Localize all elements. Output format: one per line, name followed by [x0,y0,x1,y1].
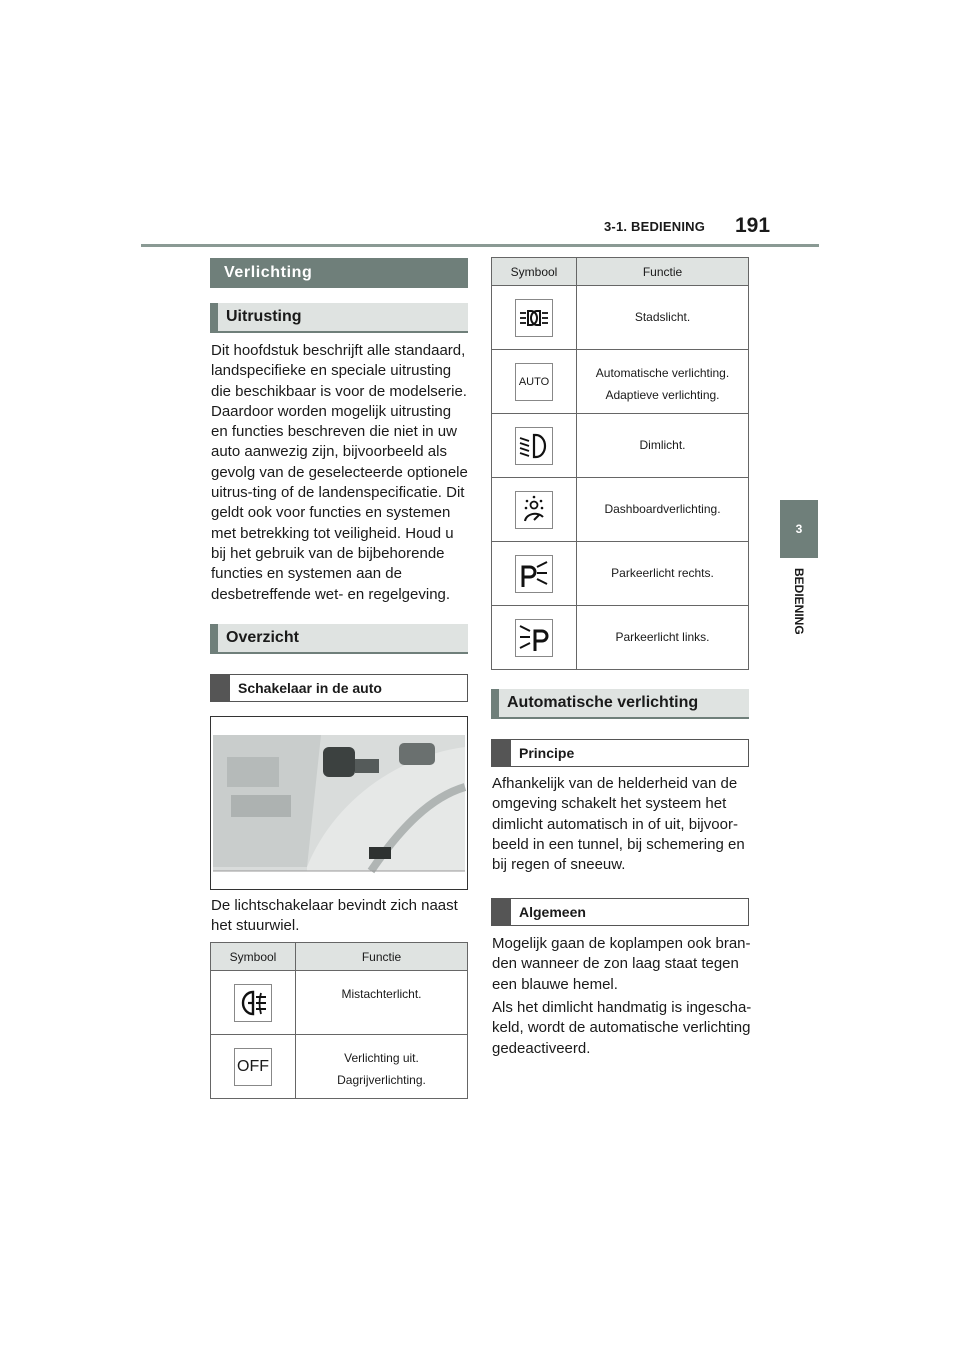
low-beam-icon [515,427,553,465]
table-header-row [211,943,468,971]
main-heading: Verlichting [210,258,468,288]
fog-light-icon [234,984,272,1022]
uitrusting-heading: Uitrusting [210,303,468,333]
symbol-table-left [210,942,468,1099]
dashboard-light-icon [515,491,553,529]
function-text: Parkeerlicht links. [615,630,710,644]
principe-text: Afhankelijk van de helderheid van de omgeving schakelt het systeem het dimlicht automatisch in of uit, bijvoor-beeld in een tunnel, bij schemering en bij regen of sneeuw. [492,775,745,874]
algemeen-text-1: Mogelijk gaan de koplampen ook bran-den wanneer de zon laag staat tegen een blauwe hemel. [492,935,751,993]
schakelaar-heading: Schakelaar in de auto [210,674,468,702]
table-row [492,414,749,478]
section-title: 3-1. BEDIENING [604,219,706,234]
table-row [492,542,749,606]
function-text: Stadslicht. [634,310,691,324]
function-text: Adaptieve verlichting. [605,388,720,402]
table-header-row [492,258,749,286]
function-text: Verlichting uit. [344,1051,419,1065]
off-icon: OFF [234,1048,272,1086]
function-text: Mistachterlicht. [341,987,422,1001]
table-row [211,971,468,1035]
chapter-label: BEDIENING [792,568,806,635]
parking-light-right-icon [515,555,553,593]
algemeen-text-2: Als het dimlicht handmatig is ingescha-keld, wordt de automatische verlichting gedeactiveerd. [492,999,752,1057]
table-row [211,1035,468,1099]
parking-light-left-icon [515,619,553,657]
function-text: Dimlicht. [639,438,686,452]
table-row [492,478,749,542]
page-number: 191 [735,214,771,237]
function-text: Automatische verlichting. [595,366,730,380]
photo-caption: De lichtschakelaar bevindt zich naast het stuurwiel. [211,897,458,935]
auto-icon: AUTO [515,363,553,401]
overzicht-heading: Overzicht [210,624,468,654]
col-function: Functie [577,258,749,286]
col-function: Functie [296,943,468,971]
symbol-table-right [491,257,749,670]
light-switch-photo [210,716,468,890]
uitrusting-text: Dit hoofdstuk beschrijft alle standaard, landspecifieke en speciale uitrusting die beschikbaar is voor de modelserie. Daardoor worden mogelijk uitrusting en functies beschreven die niet in uw auto aanwezig zijn, bijvoorbeeld als gevolg van de geselecteerde optionele uitrus-ting of de landenspecificatie. Dit geldt ook voor functies en systemen met betrekking tot veiligheid. Houd u bij het gebruik van de bijbehorende functies en systemen aan de desbetreffende wet- en regelgeving. [211,342,468,603]
table-row [492,350,749,414]
function-text: Dashboardverlichting. [604,502,721,516]
function-text: Dagrijverlichting. [337,1073,426,1087]
col-symbol: Symbool [211,943,296,971]
table-row [492,606,749,670]
auto-heading: Automatische verlichting [491,689,749,719]
col-symbol: Symbool [492,258,577,286]
dashboard-illustration [211,717,467,889]
principe-heading: Principe [491,739,749,767]
function-text: Parkeerlicht rechts. [611,566,714,580]
side-light-icon [515,299,553,337]
algemeen-heading: Algemeen [491,898,749,926]
header-rule [141,244,819,247]
table-row [492,286,749,350]
chapter-tab: 3 [780,500,818,558]
